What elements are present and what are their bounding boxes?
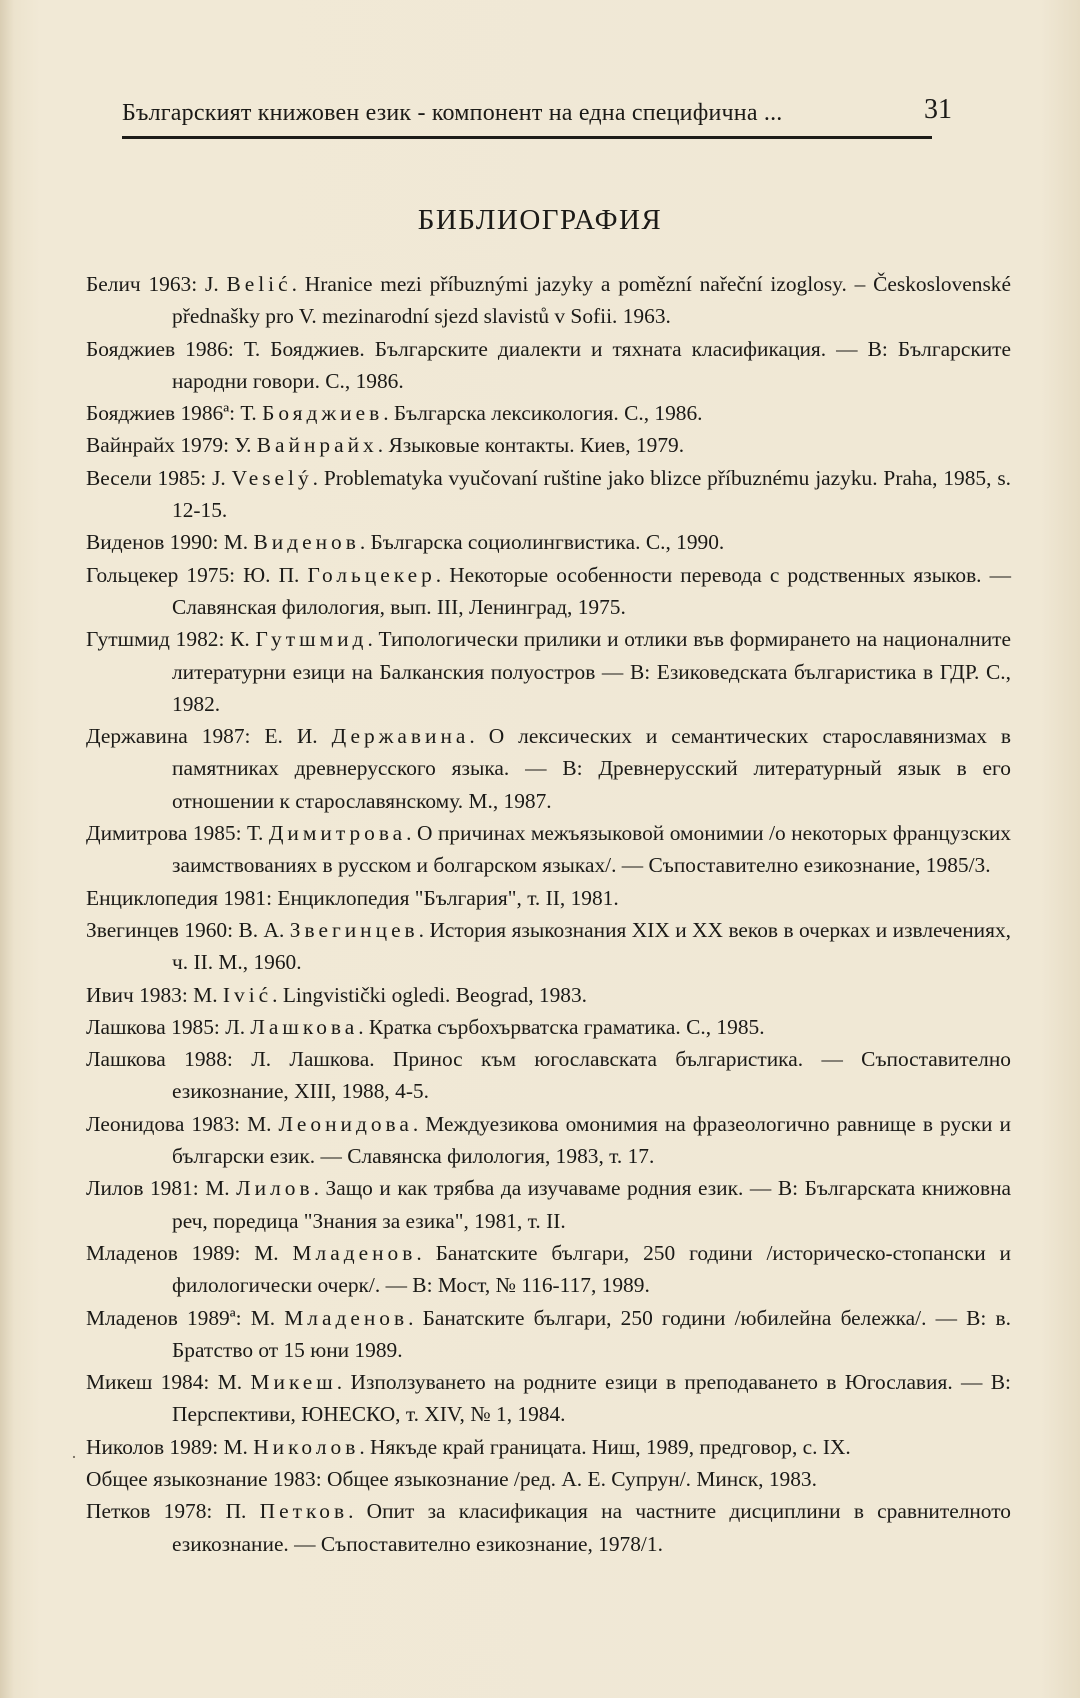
entry-key: Лилов 1981: М. — [86, 1176, 237, 1201]
entry-key: Бояджиев 1986ª: Т. — [86, 401, 263, 426]
entry-text: . Lingvistički ogledi. Beograd, 1983. — [272, 982, 588, 1007]
entry-key: Гутшмид 1982: К. — [86, 627, 256, 652]
entry-key: Весели 1985: J. — [86, 465, 232, 490]
bib-entry — [86, 1172, 1011, 1237]
entry-key: Лашкова 1985: Л. — [86, 1014, 251, 1039]
entry-text: Бояджиев. Българските диалекти и тяхната класификация. — В: Българските народни говори. С., 1986. — [172, 336, 1011, 393]
entry-text: . Българска лексикология. С., 1986. — [383, 401, 703, 426]
bib-entry — [86, 1043, 1011, 1108]
entry-key: Звегинцев 1960: В. А. — [86, 917, 290, 942]
entry-text: . Българска социолингвистика. С., 1990. — [359, 530, 725, 555]
entry-text: . Банатските българи, 250 години /юбилейна бележка/. — В: в. Братство от 15 юни 1989. — [172, 1305, 1011, 1362]
bibliography-list — [86, 268, 1011, 1560]
entry-text: Лашкова. Принос към югославската българистика. — Съпоставително езикознание, XIII, 1988, 4-5. — [172, 1047, 1011, 1104]
entry-author-spaced: Бояджиев — [262, 401, 384, 426]
entry-author-spaced: Младенов — [292, 1240, 417, 1265]
margin-mark: · — [71, 1447, 77, 1467]
entry-key: Общее языкознание 1983: — [86, 1466, 327, 1491]
section-title: БИБЛИОГРАФИЯ — [417, 204, 663, 236]
entry-text: . Кратка сърбохърватска граматика. С., 1985. — [358, 1014, 765, 1039]
entry-text: . Hranice mezi příbuznými jazyky a pomězní nařeční izoglosy. – Československé přednašky pro V. mezinarodní sjezd slavistů v Sofii. 1963. — [172, 272, 1011, 329]
bib-entry — [86, 559, 1011, 624]
entry-text: . Защо и как трябва да изучаваме родния език. — В: Българската книжовна реч, поредица "Знания за езика", 1981, т. II. — [172, 1176, 1012, 1233]
bib-entry — [86, 1463, 1011, 1495]
bib-entry — [86, 882, 1011, 914]
entry-author-spaced: Петков — [259, 1499, 349, 1524]
entry-key: Енциклопедия 1981: — [86, 885, 278, 910]
bib-entry — [86, 914, 1011, 979]
entry-author-spaced: Гутшмид — [255, 627, 368, 652]
entry-text: . Языковые контакты. Киев, 1979. — [377, 433, 685, 458]
page-number: 31 — [924, 94, 952, 125]
bib-entry — [86, 1011, 1011, 1043]
entry-key: Димитрова 1985: Т. — [86, 821, 269, 846]
entry-author-spaced: Лилов — [236, 1176, 314, 1201]
bib-entry — [86, 1366, 1011, 1431]
bib-entry — [86, 462, 1011, 527]
bib-entry — [86, 1495, 1011, 1560]
entry-author-spaced: Виденов — [253, 530, 360, 555]
entry-text: . Банатските българи, 250 години /историческо-стопански и филологически очерк/. — В: Мост, № 116-117, 1989. — [172, 1240, 1011, 1298]
entry-text: . Problematyka vyučovaní ruštine jako blizce příbuznému jazyku. Praha, 1985, s. 12-15. — [172, 465, 1011, 523]
bib-entry — [86, 1237, 1011, 1302]
entry-key: Вайнрайх 1979: У. — [86, 433, 257, 458]
entry-text: . История языкознания XIX и XX веков в очерках и извлечениях, ч. II. М., 1960. — [172, 917, 1012, 975]
entry-key: Бояджиев 1986: Т. — [86, 336, 271, 361]
entry-key: Гольцекер 1975: Ю. П. — [86, 562, 308, 587]
entry-author-spaced: Николов — [253, 1434, 360, 1459]
entry-text: . Некоторые особенности перевода с родственных языков. — Славянская филология, вып. III, Ленинград, 1975. — [172, 562, 1011, 619]
header-rule — [122, 136, 932, 139]
entry-key: Младенов 1989: М. — [86, 1240, 293, 1265]
bib-entry — [86, 1431, 1011, 1463]
entry-author-spaced: Вайнрайх — [256, 433, 378, 458]
entry-key: Николов 1989: М. — [86, 1434, 254, 1459]
entry-text: Общее языкознание /ред. А. Е. Супрун/. Минск, 1983. — [327, 1466, 817, 1491]
entry-text: . Използуването на родните езици в преподаването в Югославия. — В: Перспективи, ЮНЕСКО, т. XIV, № 1, 1984. — [172, 1370, 1011, 1427]
entry-text: . Типологически прилики и отлики във формирането на националните литературни езици на Балканския полуостров — В: Езиковедската българистика в ГДР. С., 1982. — [172, 627, 1011, 716]
entry-text: . Някъде край границата. Ниш, 1989, предговор, с. IX. — [359, 1434, 851, 1459]
entry-text: . О причинах межъязыковой омонимии /о некоторых французских заимствованиях в русском и болгарском языках/. — Съпоставително езикознание, 1985/3. — [172, 821, 1012, 878]
entry-author-spaced: Гольцекер — [307, 562, 436, 587]
bib-entry — [86, 268, 1011, 333]
entry-key: Державина 1987: Е. И. — [86, 724, 332, 749]
entry-author-spaced: Veselý — [231, 465, 313, 490]
entry-text: Енциклопедия "България", т. II, 1981. — [277, 885, 619, 910]
entry-key: Младенов 1989ª: М. — [86, 1305, 285, 1330]
bib-entry — [86, 1108, 1011, 1173]
bib-entry — [86, 333, 1011, 398]
entry-author-spaced: Belić — [226, 272, 292, 296]
bib-entry — [86, 979, 1011, 1011]
bib-entry — [86, 1302, 1011, 1367]
entry-author-spaced: Микеш — [250, 1370, 337, 1395]
entry-key: Виденов 1990: М. — [86, 530, 254, 555]
bib-entry — [86, 817, 1011, 882]
bib-entry — [86, 720, 1011, 817]
entry-key: Микеш 1984: М. — [86, 1370, 251, 1395]
entry-author-spaced: Ivić — [222, 982, 273, 1007]
entry-author-spaced: Звегинцев — [289, 917, 419, 942]
entry-author-spaced: Младенов — [284, 1305, 409, 1330]
entry-author-spaced: Лашкова — [250, 1014, 359, 1039]
page-header — [122, 94, 952, 140]
entry-key: Петков 1978: П. — [86, 1499, 260, 1524]
entry-key: Белич 1963: J. — [86, 272, 227, 296]
bib-entry — [86, 397, 1011, 429]
entry-key: Леонидова 1983: М. — [86, 1111, 279, 1136]
entry-text: . Междуезикова омонимия на фразеологично равнище в руски и български език. — Славянска филология, 1983, т. 17. — [172, 1111, 1011, 1169]
entry-author-spaced: Державина — [331, 724, 470, 749]
entry-key: Лашкова 1988: Л. — [86, 1047, 290, 1072]
entry-key: Ивич 1983: М. — [86, 982, 223, 1007]
running-title: Българският книжовен език - компонент на една специфична ... — [122, 100, 783, 126]
bib-entry — [86, 623, 1011, 720]
bib-entry — [86, 429, 1011, 461]
entry-text: . О лексических и семантических старославянизмах в памятниках древнерусского языка. — В: Древнерусский литературный язык в его отношении к старославянскому. М., 1987. — [172, 724, 1011, 813]
bib-entry — [86, 526, 1011, 558]
entry-text: . Опит за класификация на частните дисциплини в сравнителното езикознание. — Съпоставително езикознание, 1978/1. — [172, 1499, 1011, 1556]
entry-author-spaced: Леонидова — [278, 1111, 413, 1136]
entry-author-spaced: Димитрова — [268, 821, 407, 846]
